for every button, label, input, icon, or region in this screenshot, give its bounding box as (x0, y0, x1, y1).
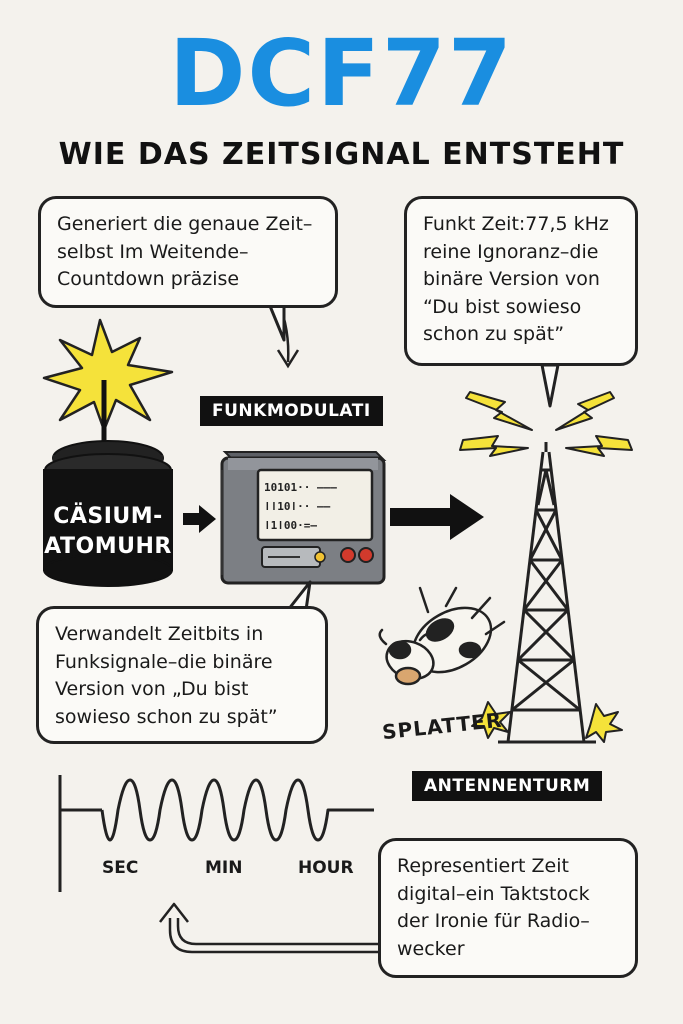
bubble-line: “Du bist sowieso (423, 295, 582, 318)
page-title: DCF77 (169, 20, 514, 127)
display-row: 10101·· ––– (264, 481, 337, 494)
bubble-line: Funkt Zeit:77,5 kHz (423, 213, 609, 235)
signal-note-bubble (378, 838, 638, 978)
splatter-label: SPLATTER (381, 707, 504, 745)
page-subtitle: WIE DAS ZEITSIGNAL ENTSTEHT (58, 137, 625, 172)
return-arrow-icon (160, 904, 378, 952)
bubble-line: Funksignale–die binäre (55, 650, 273, 673)
bubble-line: schon zu spät” (423, 323, 565, 346)
tower-label: ANTENNENTURM (412, 771, 602, 801)
modulator-display (264, 478, 368, 535)
bubble-line: binäre Version von (423, 268, 600, 291)
wave-label-min: MIN (205, 858, 243, 878)
bubble-line: sowieso schon zu spät” (55, 705, 278, 728)
cow-icon (380, 588, 504, 685)
display-row: ǀǀ10ǀ·· –– (264, 500, 331, 513)
bubble-line: reine Ignoranz–die (423, 240, 599, 263)
arrow-right-icon (390, 494, 484, 540)
bubble-line: Generiert die genaue Zeit– (57, 213, 313, 235)
bubble-line: Representiert Zeit (397, 855, 569, 877)
wave-label-sec: SEC (102, 858, 139, 878)
bubble-line: digital–ein Taktstock (397, 882, 590, 905)
modulator-label: FUNKMODULATI (200, 396, 383, 426)
clock-note-bubble (38, 196, 338, 308)
bubble-line: selbst Im Weitende– (57, 240, 249, 263)
bubble-line: der Ironie für Radio– (397, 910, 590, 933)
arrow-right-icon (183, 505, 216, 533)
bubble-line: wecker (397, 937, 465, 960)
display-row: ǀ1ǀ00·=– (264, 519, 317, 532)
clock-label-line: ATOMUHR (44, 533, 172, 559)
wave-label-hour: HOUR (298, 858, 354, 878)
bubble-line: Version von „Du bist (55, 678, 249, 701)
transmit-note-bubble (404, 196, 638, 366)
radio-tower-icon (498, 442, 596, 742)
starburst-icon (44, 320, 172, 430)
clock-label (44, 502, 172, 561)
bubble-line: Countdown präzise (57, 268, 240, 291)
bubble-line: Verwandelt Zeitbits in (55, 623, 264, 645)
modulator-note-bubble (36, 606, 328, 744)
clock-label-line: CÄSIUM- (53, 504, 163, 529)
